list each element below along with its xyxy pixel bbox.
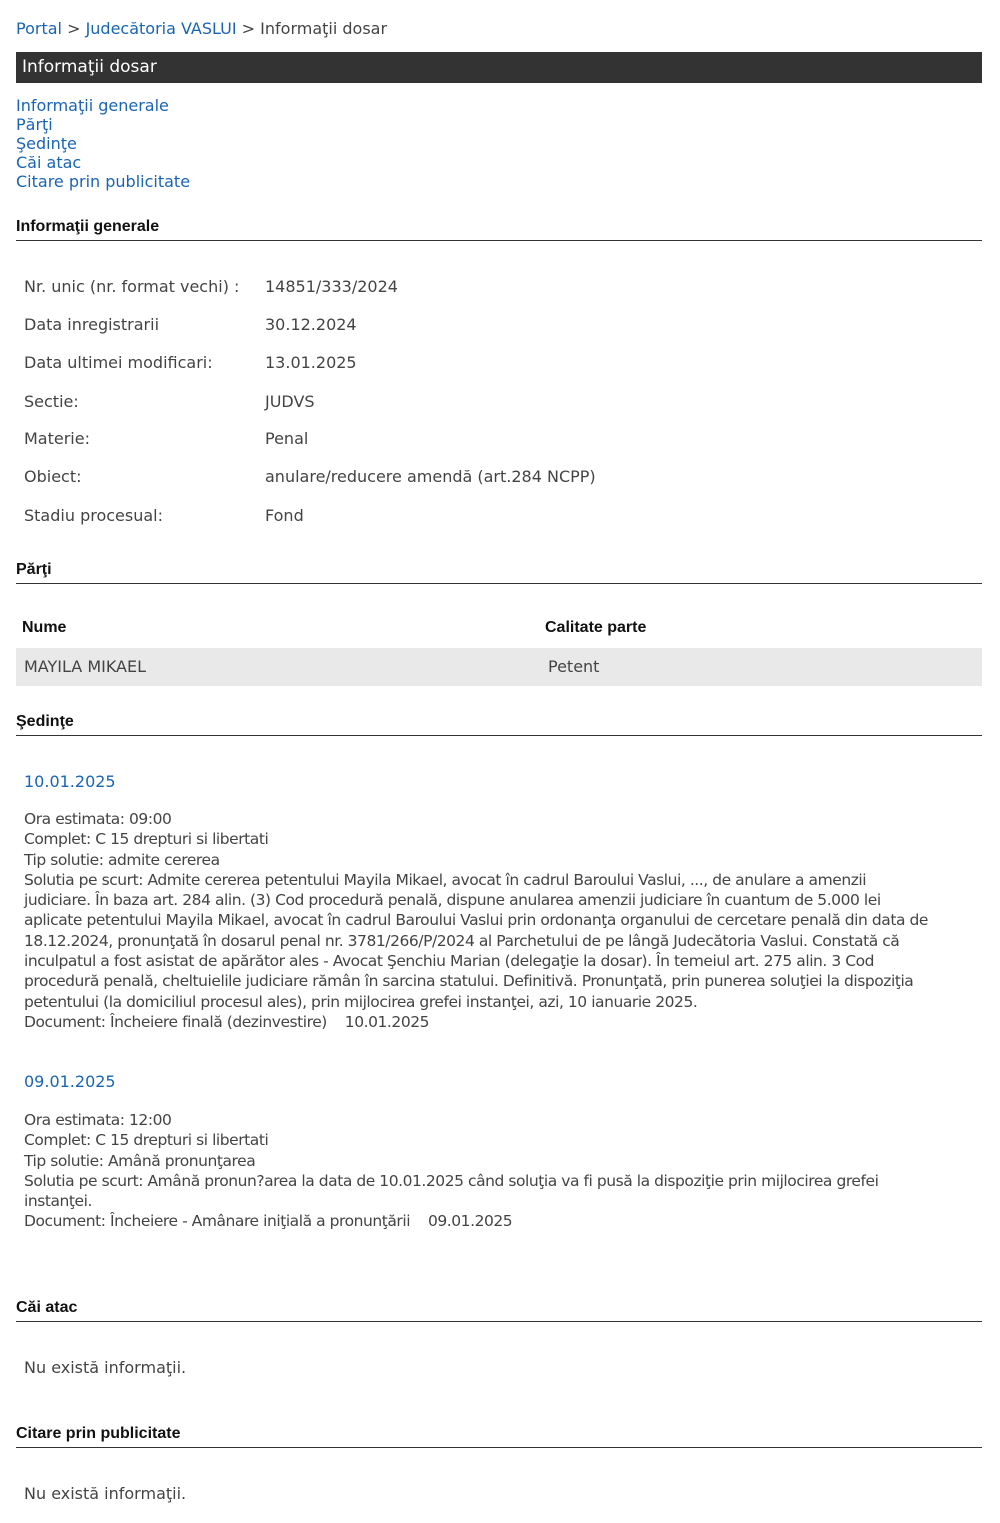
section-heading-parties: Părţi xyxy=(16,559,982,584)
info-value: JUDVS xyxy=(265,392,315,411)
hearing-line: Solutia pe scurt: Amână pronun?area la data de 10.01.2025 când soluţia va fi pusă la dispoziţie prin mijlocirea grefei xyxy=(24,1171,879,1190)
column-header-role: Calitate parte xyxy=(545,619,647,636)
no-data-message: Nu există informaţii. xyxy=(24,1484,187,1503)
info-label: Sectie: xyxy=(24,392,79,411)
breadcrumb-separator: > xyxy=(241,19,256,38)
hearing-line: Ora estimata: 09:00 xyxy=(24,810,172,828)
hearing-line: Solutia pe scurt: Admite cererea petentului Mayila Mikael, avocat în cadrul Baroului Vaslui, ..., de anulare a amenzii xyxy=(24,870,867,889)
hearing-line: Tip solutie: admite cererea xyxy=(24,850,220,869)
info-label: Stadiu procesual: xyxy=(24,506,163,525)
toc-link-hearings[interactable]: Şedinţe xyxy=(16,134,77,153)
breadcrumb-separator: > xyxy=(67,19,81,38)
info-value: Fond xyxy=(265,506,304,525)
column-header-name: Nume xyxy=(22,619,67,636)
info-label: Obiect: xyxy=(24,467,82,486)
hearing-line: petentului (la domiciliul procesul ales), prin mijlocirea grefei instanţei, azi, 10 ianuarie 2025. xyxy=(24,992,698,1011)
breadcrumb-court-link[interactable]: Judecătoria VASLUI xyxy=(85,19,237,38)
hearing-date: 09.01.2025 xyxy=(24,1072,116,1091)
section-heading-general: Informaţii generale xyxy=(16,216,982,241)
info-label: Materie: xyxy=(24,429,90,448)
hearing-line: 18.12.2024, pronunţată în dosarul penal nr. 3781/266/P/2024 al Parchetului de pe lângă Judecătoria Vaslui. Constată că xyxy=(24,931,900,950)
hearing-details xyxy=(24,809,974,1032)
party-role: Petent xyxy=(548,657,600,676)
breadcrumb xyxy=(16,18,387,40)
breadcrumb-current: Informaţii dosar xyxy=(260,19,388,38)
party-name: MAYILA MIKAEL xyxy=(24,657,147,676)
section-heading-appeals: Căi atac xyxy=(16,1297,982,1322)
info-label: Data ultimei modificari: xyxy=(24,353,213,372)
hearing-document: Document: Încheiere - Amânare iniţială a pronunţării 09.01.2025 xyxy=(24,1212,513,1231)
section-navigation xyxy=(16,96,190,191)
toc-link-citations[interactable]: Citare prin publicitate xyxy=(16,172,191,191)
hearing-line: instanţei. xyxy=(24,1192,92,1211)
hearing-document: Document: Încheiere finală (dezinvestire) 10.01.2025 xyxy=(24,1012,430,1031)
info-value: 13.01.2025 xyxy=(265,353,357,372)
table-row xyxy=(16,648,982,686)
hearing-line: Tip solutie: Amână pronunţarea xyxy=(24,1151,256,1170)
toc-link-appeals[interactable]: Căi atac xyxy=(16,153,82,172)
hearing-date: 10.01.2025 xyxy=(24,772,116,791)
info-label: Data inregistrarii xyxy=(24,315,160,334)
info-value: anulare/reducere amendă (art.284 NCPP) xyxy=(265,467,596,486)
hearing-line: Complet: C 15 drepturi si libertati xyxy=(24,1131,269,1150)
info-label: Nr. unic (nr. format vechi) : xyxy=(24,277,240,296)
section-heading-citations: Citare prin publicitate xyxy=(16,1423,982,1448)
toc-link-general[interactable]: Informaţii generale xyxy=(16,96,169,115)
hearing-details xyxy=(24,1110,974,1232)
no-data-message: Nu există informaţii. xyxy=(24,1358,187,1377)
section-heading-hearings: Şedinţe xyxy=(16,711,982,736)
hearing-line: procedură penală, cheltuielile judiciare rămân în sarcina statului. Definitivă. Pronunţată, prin punerea soluţiei la dispoziţia xyxy=(24,972,914,991)
info-value: 30.12.2024 xyxy=(265,315,357,334)
hearing-line: judiciare. În baza art. 284 alin. (3) Cod procedură penală, dispune anularea amenzii judiciare în cuantum de 5.000 lei xyxy=(24,891,881,910)
toc-link-parties[interactable]: Părţi xyxy=(16,115,53,134)
info-value: Penal xyxy=(265,429,309,448)
hearing-line: Ora estimata: 12:00 xyxy=(24,1111,172,1129)
hearing-line: inculpatul a fost asistat de apărător ales - Avocat Şenchiu Marian (delegaţie la dosar). În temeiul art. 275 alin. 3 Cod xyxy=(24,952,875,971)
breadcrumb-portal-link[interactable]: Portal xyxy=(16,19,62,38)
info-value: 14851/333/2024 xyxy=(265,277,398,296)
hearing-line: aplicate petentului Mayila Mikael, avocat în cadrul Baroului Vaslui prin ordonanţa organului de cercetare penală din data de xyxy=(24,911,928,930)
hearing-line: Complet: C 15 drepturi si libertati xyxy=(24,830,269,849)
page-title-bar: Informaţii dosar xyxy=(16,52,982,83)
